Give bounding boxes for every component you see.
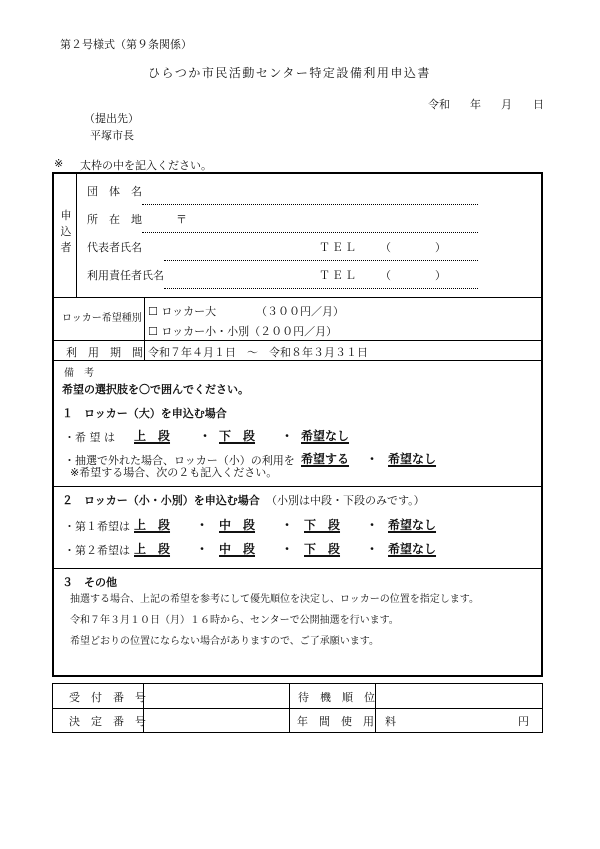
rep-name-label: 代表者氏名	[87, 241, 142, 254]
org-name-field[interactable]	[142, 204, 478, 205]
sec1-lower-option[interactable]: 下 段	[219, 429, 256, 443]
date-year: 年	[470, 98, 481, 111]
sec2-row1-none-option[interactable]: 希望なし	[388, 518, 437, 532]
reception-number-label: 受 付 番 号	[69, 691, 146, 704]
sec3-line1: 抽選する場合、上記の希望を参考にして優先順位を決定し、ロッカーの位置を指定します。	[70, 594, 479, 605]
separator-dot: ・	[196, 542, 209, 556]
sec1-none-option[interactable]: 希望なし	[301, 429, 350, 443]
sec2-row2-lower-option[interactable]: 下 段	[304, 542, 341, 556]
sec1-lottery-note: ※希望する場合、次の２も記入ください。	[70, 466, 278, 479]
address-label: 所 在 地	[87, 213, 142, 226]
sec3-line3: 希望どおりの位置にならない場合がありますので、ご了承願います。	[70, 636, 379, 647]
resp-name-field[interactable]	[164, 288, 478, 289]
locker-type-label: ロッカー希望種別	[62, 313, 142, 324]
submit-to: 平塚市長	[90, 129, 134, 142]
note-mark: ※	[54, 157, 64, 170]
address-field[interactable]	[142, 232, 478, 233]
waiting-order-label: 待 機 順 位	[298, 691, 375, 704]
separator-dot: ・	[366, 542, 379, 556]
separator-dot: ・	[366, 452, 379, 466]
sec2-row2-label: ・第２希望は	[64, 544, 130, 557]
resp-tel-label: ＴＥＬ	[319, 269, 358, 282]
section1-title: １ ロッカー（大）を申込む場合	[62, 407, 227, 420]
section2-subnote: （小別は中段・下段のみです。）	[266, 494, 425, 507]
rep-tel-label: ＴＥＬ	[319, 241, 358, 254]
sec2-row2-upper-option[interactable]: 上 段	[134, 542, 171, 556]
separator-dot: ・	[196, 518, 209, 532]
annual-fee-label: 年 間 使 用 料	[297, 715, 396, 728]
fill-note: 太枠の中を記入ください。	[80, 159, 212, 172]
period-label: 利 用 期 間	[66, 346, 143, 359]
rep-tel-paren: （ ）	[380, 241, 446, 254]
sec3-line2: 令和７年３月１０日（月）１６時から、センターで公開抽選を行います。	[70, 615, 399, 626]
sec2-row1-upper-option[interactable]: 上 段	[134, 518, 171, 532]
sec2-row1-middle-option[interactable]: 中 段	[219, 518, 256, 532]
sec2-row1-lower-option[interactable]: 下 段	[304, 518, 341, 532]
period-value: 令和７年４月１日 ～ 令和８年３月３１日	[148, 346, 368, 359]
sec1-upper-option[interactable]: 上 段	[134, 429, 171, 443]
org-name-label: 団 体 名	[87, 185, 142, 198]
page-title: ひらつか市民活動センター特定設備利用申込書	[148, 66, 431, 80]
sec1-lottery-text: ・抽選で外れた場合、ロッカー（小）の利用を	[64, 454, 295, 467]
remarks-instruction: 希望の選択肢を〇で囲んでください。	[62, 383, 249, 396]
date-era: 令和	[428, 98, 450, 111]
separator-dot: ・	[281, 429, 294, 443]
separator-dot: ・	[366, 518, 379, 532]
application-form-box	[52, 172, 543, 677]
sec1-lottery-no-option[interactable]: 希望なし	[388, 452, 437, 466]
postal-mark: 〒	[176, 213, 187, 226]
section3-title: ３ その他	[62, 576, 117, 589]
section2-title: ２ ロッカー（小・小別）を申込む場合	[62, 494, 260, 507]
sec1-lottery-yes-option[interactable]: 希望する	[301, 452, 350, 466]
sec2-row1-label: ・第１希望は	[64, 520, 130, 533]
yen-unit: 円	[518, 715, 529, 728]
sec2-row2-none-option[interactable]: 希望なし	[388, 542, 437, 556]
date-month: 月	[501, 98, 512, 111]
applicant-section-label: 申込者	[60, 209, 72, 254]
resp-tel-paren: （ ）	[380, 269, 446, 282]
section1-row-label: ・希 望 は	[64, 431, 115, 444]
decision-number-label: 決 定 番 号	[69, 715, 146, 728]
office-use-table	[52, 683, 543, 733]
locker-large-price: （３００円／月）	[256, 305, 344, 318]
separator-dot: ・	[281, 542, 294, 556]
remarks-label: 備 考	[64, 368, 94, 379]
date-day: 日	[533, 98, 544, 111]
sec2-row2-middle-option[interactable]: 中 段	[219, 542, 256, 556]
locker-small-option[interactable]: ☐ ロッカー小・小別（２００円／月）	[148, 325, 338, 338]
submit-to-label: （提出先）	[84, 112, 139, 125]
separator-dot: ・	[199, 429, 212, 443]
locker-large-option[interactable]: ☐ ロッカー大	[148, 305, 217, 318]
rep-name-field[interactable]	[164, 260, 478, 261]
resp-name-label: 利用責任者氏名	[87, 269, 164, 282]
form-number: 第２号様式（第９条関係）	[60, 38, 192, 51]
separator-dot: ・	[281, 518, 294, 532]
